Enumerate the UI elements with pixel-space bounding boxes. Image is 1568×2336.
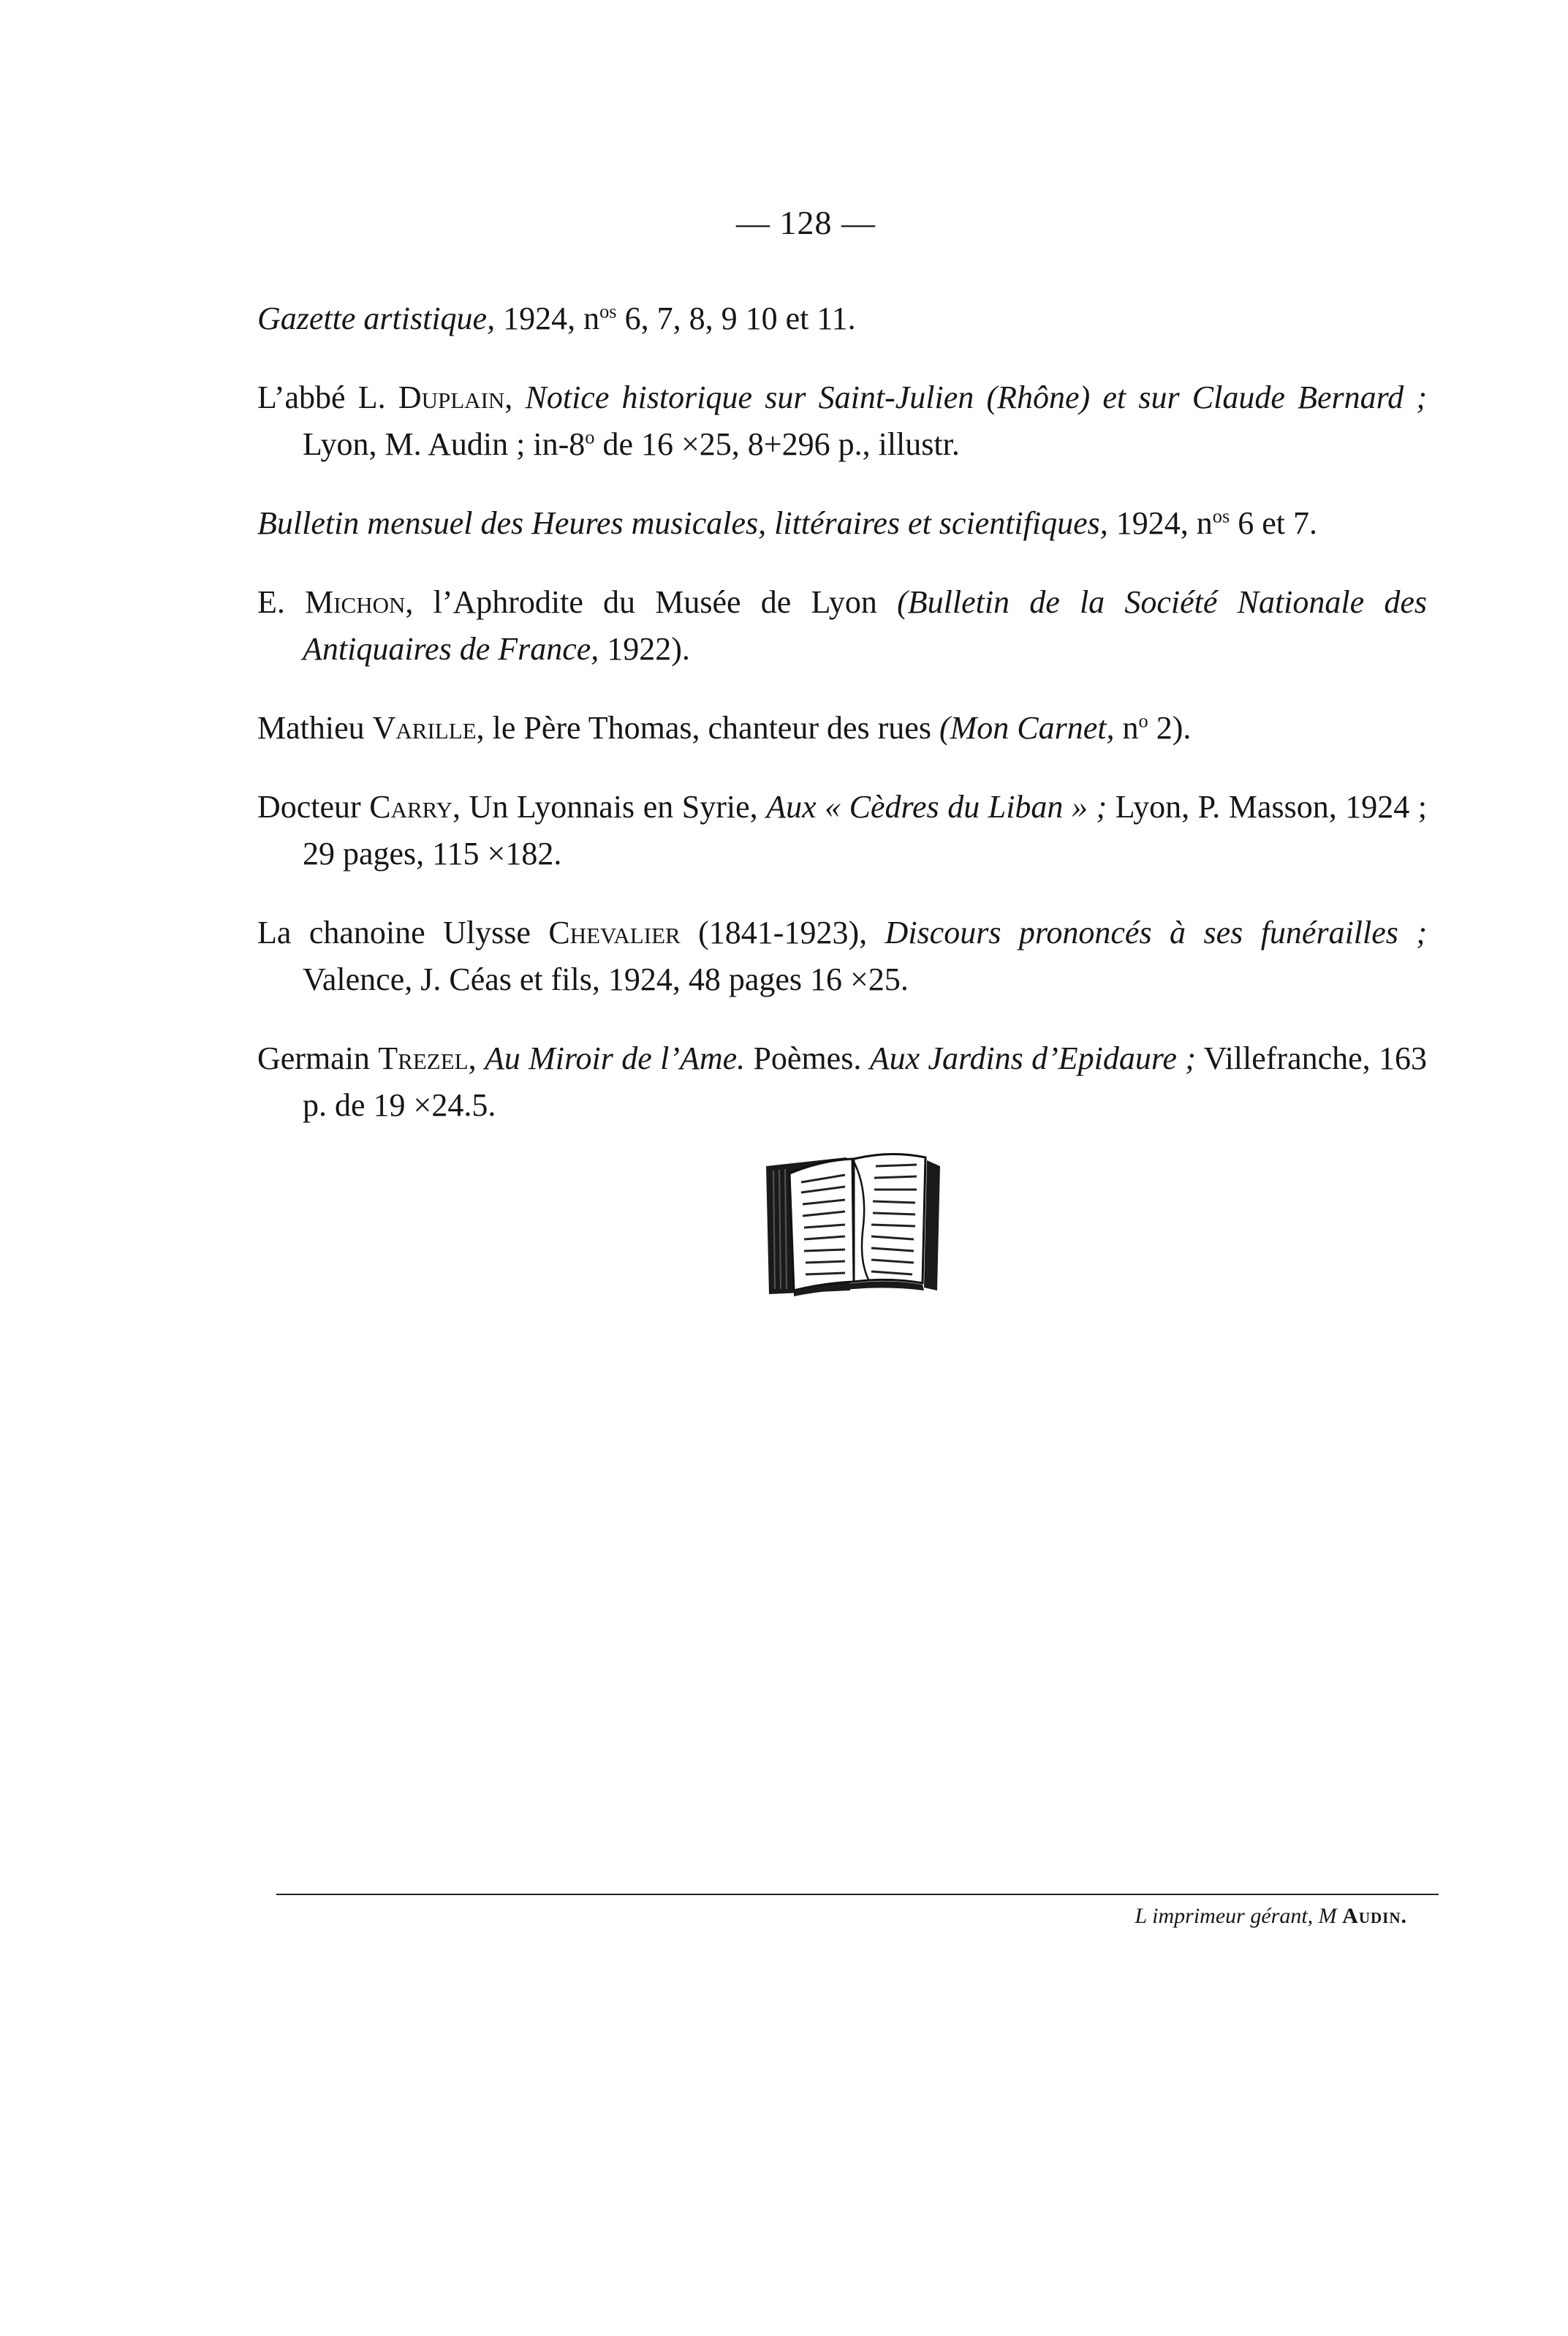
page-number: — 128 — <box>736 204 876 241</box>
entry-text: Mathieu <box>257 710 373 746</box>
entry-author: Duplain <box>398 379 505 415</box>
entry-text: 2). <box>1148 710 1192 746</box>
entry-text: , l’Aphrodite du Musée de Lyon <box>405 584 898 620</box>
entry-text: 6 et 7. <box>1230 505 1317 541</box>
bibliography-entry <box>257 1035 1427 1129</box>
entry-text: Lyon, M. Audin ; in-8 <box>303 426 586 462</box>
entry-text: Lyon, P. Masson, 1924 ; 29 pages, 115 ×182. <box>303 789 1427 872</box>
bibliography-list <box>257 263 1427 1138</box>
entry-title: Bulletin mensuel des Heures musicales, littéraires et scientifiques, <box>257 505 1108 541</box>
bibliography-entry <box>257 374 1427 468</box>
entry-text: (1841-1923), <box>680 915 885 950</box>
entry-author: Michon <box>305 584 406 620</box>
entry-superscript: os <box>1212 504 1230 527</box>
entry-title: (Mon Carnet, <box>939 710 1115 746</box>
entry-author: Chevalier <box>548 915 681 950</box>
entry-text: Villefranche, 163 p. de 19 ×24.5. <box>303 1040 1428 1123</box>
bibliography-entry <box>257 705 1427 752</box>
entry-text: 1922). <box>599 631 690 667</box>
entry-text: La chanoine Ulysse <box>257 915 549 950</box>
entry-title: Discours prononcés à ses funérailles ; <box>885 915 1427 950</box>
entry-text: Valence, J. Céas et fils, 1924, 48 pages 16 ×25. <box>303 961 909 997</box>
entry-author: Varille <box>372 710 477 746</box>
entry-text: L’abbé L. <box>257 379 398 415</box>
bibliography-entry <box>257 784 1427 877</box>
entry-title: Notice historique sur Saint-Julien (Rhône) et sur Claude Bernard ; <box>525 379 1427 415</box>
entry-text: de 16 ×25, 8+296 p., illustr. <box>594 426 960 462</box>
entry-text: , Un Lyonnais en Syrie, <box>452 789 767 825</box>
open-book-icon <box>759 1144 949 1305</box>
entry-superscript: o <box>585 426 595 448</box>
entry-text: 6, 7, 8, 9 10 et 11. <box>616 300 856 336</box>
entry-text: , <box>468 1040 485 1076</box>
entry-title: Au Miroir de l’Ame. <box>484 1040 746 1076</box>
entry-title: Gazette artistique, <box>257 300 496 336</box>
entry-text: 1924, n <box>495 300 600 336</box>
entry-title: Aux « Cèdres du Liban » ; <box>766 789 1107 825</box>
bibliography-entry <box>257 910 1427 1003</box>
entry-superscript: o <box>1138 709 1148 732</box>
entry-superscript: os <box>599 300 617 322</box>
entry-text: 1924, n <box>1107 505 1213 541</box>
entry-text: n <box>1114 710 1139 746</box>
entry-text: Poèmes. <box>745 1040 870 1076</box>
entry-text: E. <box>257 584 306 620</box>
entry-author: Trezel <box>378 1040 469 1076</box>
bibliography-entry <box>257 500 1427 547</box>
entry-title: Aux Jardins d’Epidaure ; <box>869 1040 1196 1076</box>
entry-text: Germain <box>257 1040 379 1076</box>
bibliography-entry <box>257 579 1427 673</box>
entry-text: Docteur <box>257 789 370 825</box>
entry-text: , <box>504 379 526 415</box>
entry-text: , le Père Thomas, chanteur des rues <box>476 710 939 746</box>
bibliography-entry <box>257 295 1427 342</box>
entry-author: Carry <box>369 789 453 825</box>
footer-rule <box>276 1894 1439 1895</box>
entry-title: (Bulletin de la Société Nationale des Antiquaires de France, <box>303 584 1427 667</box>
imprint-name: Audin. <box>1342 1904 1407 1928</box>
imprint-line <box>1135 1904 1407 1929</box>
imprint-prefix: L imprimeur gérant, M <box>1135 1904 1343 1928</box>
